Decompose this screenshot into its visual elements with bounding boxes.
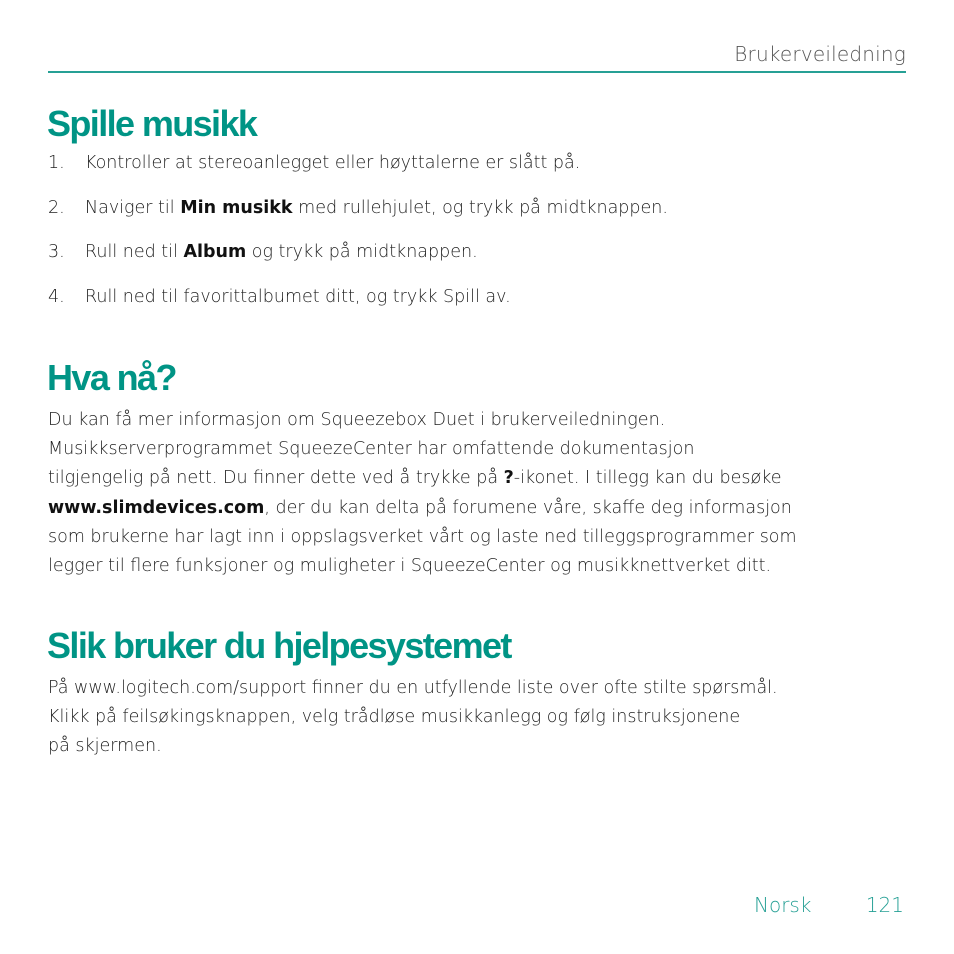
play-music-steps [48,153,668,331]
paragraph-line [48,494,908,523]
paragraph-text: tilgjengelig på nett. Du finner dette ved å trykke på [48,468,504,489]
page-number: 121 [865,893,904,917]
step-menu-name: Album [183,242,247,262]
step-text-pre: Naviger til [85,197,181,218]
step-text [85,242,478,262]
paragraph-line: På www.logitech.com/support finner du en utfyllende liste over ofte stilte spørsmål. [48,678,778,698]
paragraph-line: på skjermen. [48,736,162,757]
section-heading-play-music: Spille musikk [47,103,257,144]
step-item [48,153,668,198]
help-icon-reference: ? [503,468,514,489]
step-item [48,242,668,287]
step-menu-name: Min musikk [180,197,293,218]
header-divider [48,71,906,73]
paragraph-line: som brukerne har lagt inn i oppslagsverket vårt og laste ned tilleggsprogrammer som [48,526,797,547]
footer-language: Norsk [754,893,812,917]
step-item [48,287,668,332]
step-text [85,198,668,218]
paragraph-line: Du kan få mer informasjon om Squeezebox Duet i brukerveiledningen. [48,410,666,430]
paragraph-line: Klikk på feilsøkingsknappen, velg trådløse musikkanlegg og følg instruksjonene [48,707,741,728]
paragraph-text: , der du kan delta på forumene våre, skaffe deg informasjon [264,497,792,518]
help-system-paragraph [48,674,908,762]
paragraph-line: Musikkserverprogrammet SqueezeCenter har omfattende dokumentasjon [48,439,695,460]
paragraph-line: legger til flere funksjoner og muligheter i SqueezeCenter og musikknettverket ditt. [48,556,772,577]
section-heading-help-system: Slik bruker du hjelpesystemet [47,625,511,666]
step-text-post: med rullehjulet, og trykk på midtknappen. [292,197,668,218]
what-now-paragraph [48,406,908,581]
section-heading-what-now: Hva nå? [47,357,176,398]
step-text: Kontroller at stereoanlegget eller høyttalerne er slått på. [85,153,581,173]
step-number: 4. [48,286,65,307]
step-number: 2. [48,197,65,218]
step-item [48,198,668,243]
step-number: 3. [48,242,65,262]
step-text-pre: Rull ned til [85,242,184,262]
paragraph-line [48,464,908,493]
step-number: 1. [48,153,65,173]
paragraph-text: -ikonet. I tillegg kan du besøke [513,468,782,489]
slimdevices-link[interactable]: www.slimdevices.com [48,497,265,518]
running-header-title: Brukerveiledning [734,42,906,66]
step-text-post: og trykk på midtknappen. [246,242,478,262]
step-text: Rull ned til favorittalbumet ditt, og trykk Spill av. [85,286,511,307]
